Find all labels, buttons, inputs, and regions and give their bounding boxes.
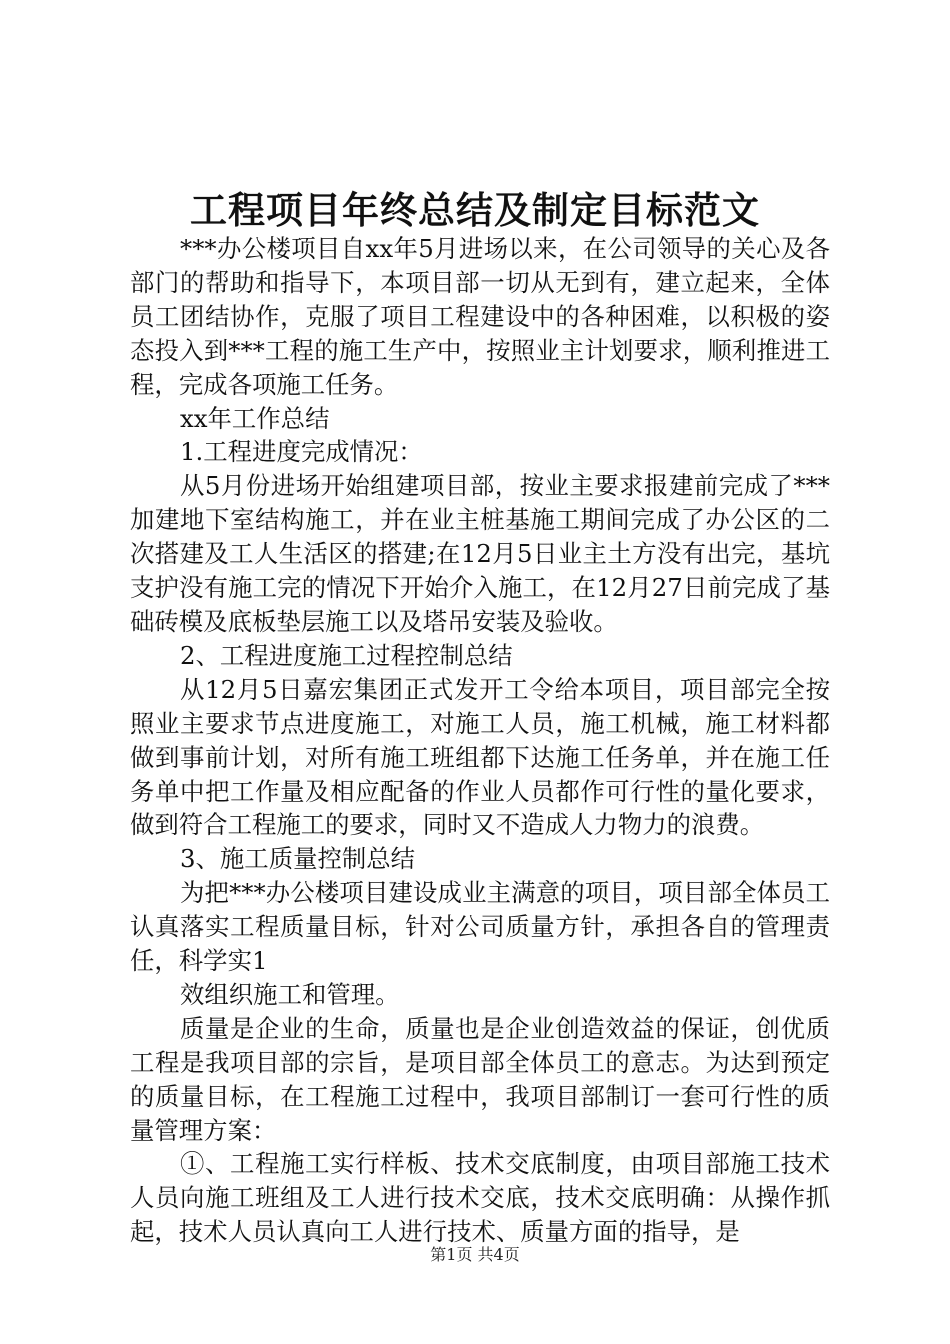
paragraph-quality-goal: 为把***办公楼项目建设成业主满意的项目，项目部全体员工认真落实工程质量目标，针对公司质量方针，承担各自的管理责任，科学实1 <box>130 878 830 976</box>
section-heading-annual-summary: xx年工作总结 <box>180 403 330 433</box>
paragraph-intro: ***办公楼项目自xx年5月进场以来，在公司领导的关心及各部门的帮助和指导下，本项目部一切从无到有，建立起来，全体员工团结协作，克服了项目工程建设中的各种困难，以积极的姿态投入到***工程的施工生产中，按照业主计划要求，顺利推进工程，完成各项施工任务。 <box>130 234 830 399</box>
page-footer: 第1页 共4页 <box>430 1245 520 1264</box>
section-heading-progress: 1.工程进度完成情况： <box>180 437 423 467</box>
paragraph-process-control: 从12月5日嘉宏集团正式发开工令给本项目，项目部完全按照业主要求节点进度施工，对施工人员，施工机械，施工材料都做到事前计划，对所有施工班组都下达施工任务单，并在施工任务单中把工作量及相应配备的作业人员都作可行性的量化要求，做到符合工程施工的要求，同时又不造成人力物力的浪费。 <box>130 674 830 840</box>
section-heading-process-control: 2、工程进度施工过程控制总结 <box>180 640 513 670</box>
paragraph-technical-briefing: ①、工程施工实行样板、技术交底制度，由项目部施工技术人员向施工班组及工人进行技术交底，技术交底明确：从操作抓起，技术人员认真向工人进行技术、质量方面的指导，是 <box>130 1149 830 1247</box>
paragraph-progress: 从5月份进场开始组建项目部，按业主要求报建前完成了***加建地下室结构施工，并在业主桩基施工期间完成了办公区的二次搭建及工人生活区的搭建;在12月5日业主土方没有出完，基坑支护没有施工完的情况下开始介入施工，在12月27日前完成了基础砖模及底板垫层施工以及塔吊安装及验收。 <box>130 471 830 636</box>
paragraph-quality-importance: 质量是企业的生命，质量也是企业创造效益的保证，创优质工程是我项目部的宗旨，是项目部全体员工的意志。为达到预定的质量目标，在工程施工过程中，我项目部制订一套可行性的质量管理方案： <box>130 1013 830 1145</box>
section-heading-quality-control: 3、施工质量控制总结 <box>180 844 416 874</box>
document-title: 工程项目年终总结及制定目标范文 <box>190 188 760 232</box>
document-body <box>130 232 830 1249</box>
paragraph-quality-continuation: 效组织施工和管理。 <box>180 979 400 1009</box>
